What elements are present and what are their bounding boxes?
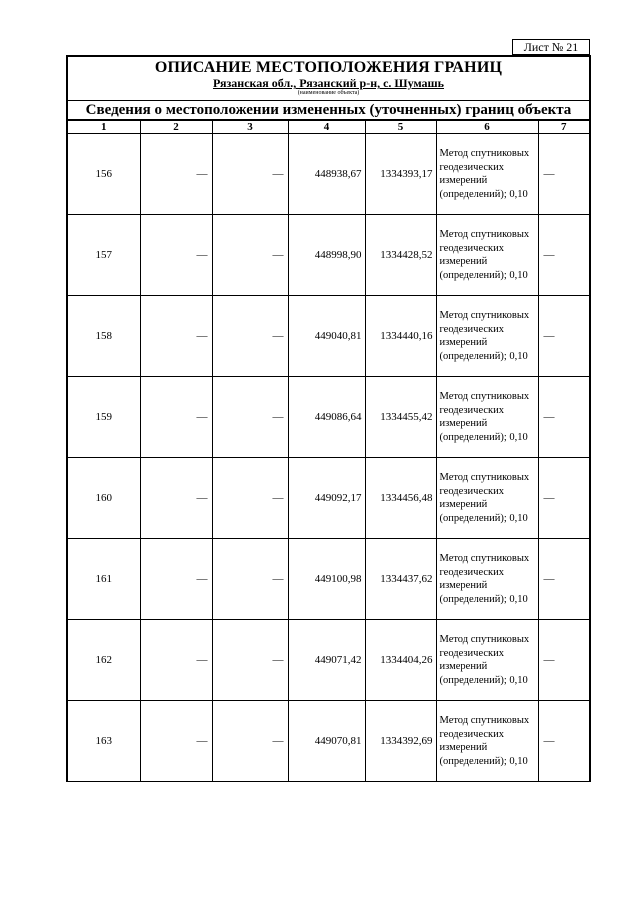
col-2-value: — <box>140 620 212 701</box>
col-7-value: — <box>538 377 589 458</box>
col-3-value: — <box>212 701 288 782</box>
x-coordinate: 449086,64 <box>288 377 365 458</box>
section-title: Сведения о местоположении измененных (уточненных) границ объекта <box>68 101 589 120</box>
col-7-value: — <box>538 215 589 296</box>
point-number: 157 <box>68 215 140 296</box>
table-header-row <box>68 121 589 134</box>
point-number: 160 <box>68 458 140 539</box>
col-3-value: — <box>212 620 288 701</box>
col-7-value: — <box>538 134 589 215</box>
point-number: 161 <box>68 539 140 620</box>
point-number: 159 <box>68 377 140 458</box>
object-caption: (наименование объекта) <box>297 90 360 96</box>
col-7-value: — <box>538 620 589 701</box>
method-accuracy: Метод спутниковых геодезических измерений (определений); 0,10 <box>436 458 538 539</box>
col-3-value: — <box>212 134 288 215</box>
y-coordinate: 1334437,62 <box>365 539 436 620</box>
table-row <box>68 377 589 458</box>
col-2-value: — <box>140 539 212 620</box>
col-2-value: — <box>140 134 212 215</box>
object-location: Рязанская обл., Рязанский р-н, с. Шумашь <box>212 76 445 90</box>
x-coordinate: 448998,90 <box>288 215 365 296</box>
method-accuracy: Метод спутниковых геодезических измерений (определений); 0,10 <box>436 620 538 701</box>
method-accuracy: Метод спутниковых геодезических измерений (определений); 0,10 <box>436 296 538 377</box>
column-header-2: 2 <box>140 121 212 134</box>
y-coordinate: 1334428,52 <box>365 215 436 296</box>
y-coordinate: 1334455,42 <box>365 377 436 458</box>
document-header <box>68 57 589 101</box>
y-coordinate: 1334393,17 <box>365 134 436 215</box>
column-header-5: 5 <box>365 121 436 134</box>
column-header-6: 6 <box>436 121 538 134</box>
col-3-value: — <box>212 377 288 458</box>
method-accuracy: Метод спутниковых геодезических измерений (определений); 0,10 <box>436 215 538 296</box>
method-accuracy: Метод спутниковых геодезических измерений (определений); 0,10 <box>436 701 538 782</box>
table-body <box>68 134 589 782</box>
document-title: ОПИСАНИЕ МЕСТОПОЛОЖЕНИЯ ГРАНИЦ <box>154 59 503 76</box>
document-frame <box>66 55 591 782</box>
y-coordinate: 1334440,16 <box>365 296 436 377</box>
method-accuracy: Метод спутниковых геодезических измерений (определений); 0,10 <box>436 134 538 215</box>
point-number: 156 <box>68 134 140 215</box>
method-accuracy: Метод спутниковых геодезических измерений (определений); 0,10 <box>436 377 538 458</box>
col-2-value: — <box>140 296 212 377</box>
column-header-3: 3 <box>212 121 288 134</box>
col-2-value: — <box>140 377 212 458</box>
col-2-value: — <box>140 458 212 539</box>
point-number: 162 <box>68 620 140 701</box>
col-7-value: — <box>538 539 589 620</box>
table-row <box>68 701 589 782</box>
y-coordinate: 1334404,26 <box>365 620 436 701</box>
y-coordinate: 1334456,48 <box>365 458 436 539</box>
col-3-value: — <box>212 296 288 377</box>
column-header-7: 7 <box>538 121 589 134</box>
table-row <box>68 215 589 296</box>
method-accuracy: Метод спутниковых геодезических измерений (определений); 0,10 <box>436 539 538 620</box>
col-3-value: — <box>212 215 288 296</box>
point-number: 163 <box>68 701 140 782</box>
col-3-value: — <box>212 458 288 539</box>
col-7-value: — <box>538 296 589 377</box>
table-row <box>68 539 589 620</box>
col-2-value: — <box>140 701 212 782</box>
table-row <box>68 296 589 377</box>
x-coordinate: 449100,98 <box>288 539 365 620</box>
column-header-1: 1 <box>68 121 140 134</box>
x-coordinate: 449040,81 <box>288 296 365 377</box>
x-coordinate: 449092,17 <box>288 458 365 539</box>
table-row <box>68 620 589 701</box>
col-7-value: — <box>538 701 589 782</box>
y-coordinate: 1334392,69 <box>365 701 436 782</box>
point-number: 158 <box>68 296 140 377</box>
x-coordinate: 449071,42 <box>288 620 365 701</box>
sheet-number: Лист № 21 <box>512 39 590 55</box>
table-row <box>68 134 589 215</box>
coordinates-table <box>68 120 589 782</box>
table-row <box>68 458 589 539</box>
col-2-value: — <box>140 215 212 296</box>
col-3-value: — <box>212 539 288 620</box>
x-coordinate: 449070,81 <box>288 701 365 782</box>
col-7-value: — <box>538 458 589 539</box>
column-header-4: 4 <box>288 121 365 134</box>
x-coordinate: 448938,67 <box>288 134 365 215</box>
